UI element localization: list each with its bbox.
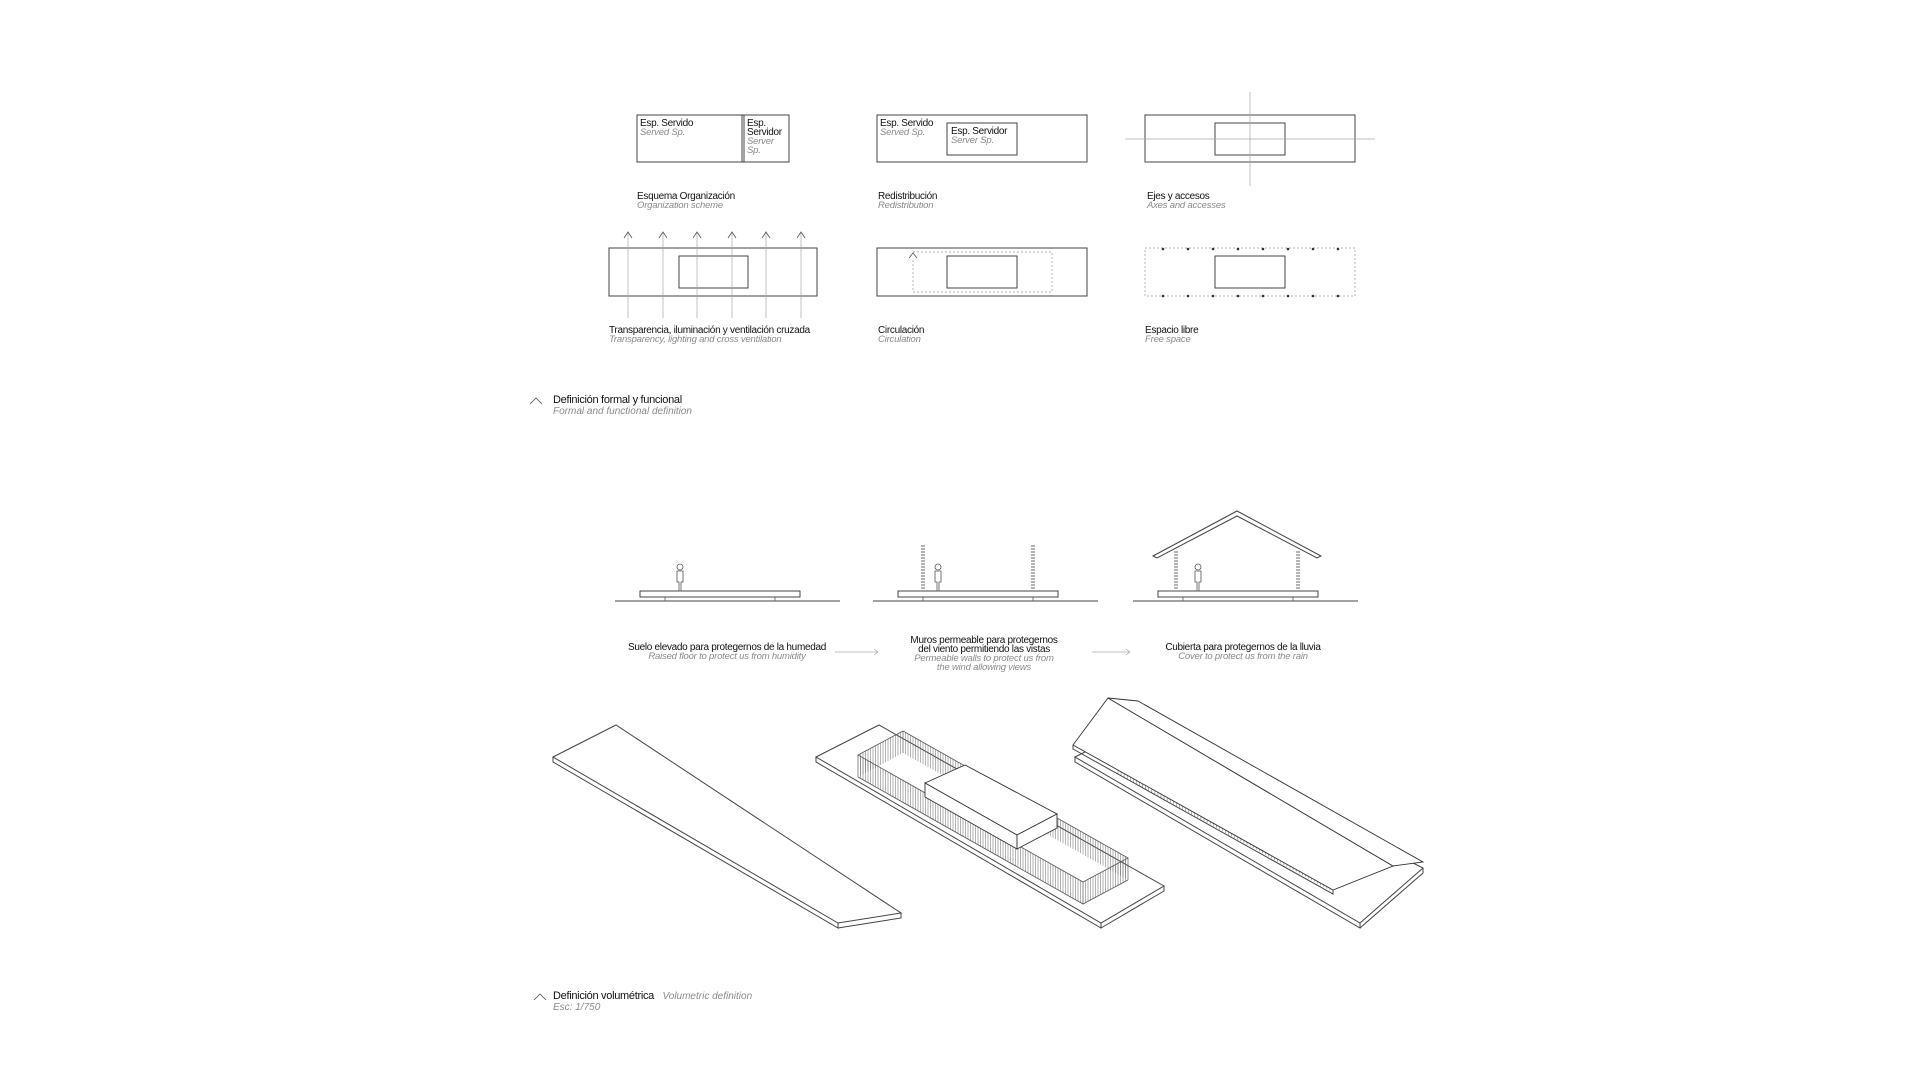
roof-caption-en: Cover to protect us from the rain	[1178, 651, 1308, 662]
column-dot	[1312, 248, 1315, 251]
step-captions	[628, 635, 1321, 673]
served-space-label: Esp. Servido	[880, 118, 934, 129]
raised-floor-caption: Suelo elevado para protegernos de la humedad	[627, 642, 827, 653]
section-title-group	[553, 986, 753, 1003]
caret-up-icon	[530, 398, 542, 404]
server-space-label-en: Server Sp.	[951, 135, 994, 146]
redistribution-title-en: Redistribution	[878, 200, 934, 211]
human-figure-icon	[677, 564, 683, 591]
section-title: Definición formal y funcional	[553, 394, 682, 406]
column-dot	[1287, 248, 1290, 251]
circulation-diagram	[877, 248, 1087, 345]
free-space-title: Espacio libre	[1145, 325, 1199, 336]
permeable-wall-right	[1031, 546, 1035, 588]
axonometric-floor-plate	[553, 725, 901, 928]
permeable-walls-caption-2: del viento permitiendo las vistas	[918, 644, 1050, 655]
served-space-label-en: Served Sp.	[640, 127, 685, 138]
axes-title-en: Axes and accesses	[1147, 200, 1226, 211]
arrow-right-icon	[1092, 649, 1130, 655]
column-dot	[1187, 248, 1190, 251]
organization-title: Esquema Organización	[637, 191, 735, 202]
column-dot	[1162, 295, 1165, 298]
column-dot	[1187, 295, 1190, 298]
column-dot	[1237, 248, 1240, 251]
column-dot	[1337, 248, 1340, 251]
circulation-title: Circulación	[878, 325, 925, 336]
human-figure-icon	[935, 564, 941, 591]
ventilation-arrows	[624, 232, 805, 318]
server-space-label-1: Esp.	[747, 118, 766, 129]
permeable-walls-caption-en-1: Permeable walls to protect us from	[914, 653, 1054, 664]
organization-scheme-diagram	[637, 115, 789, 211]
column-dot	[1262, 248, 1265, 251]
column-dot	[1212, 248, 1215, 251]
transparency-title-en: Transparency, lighting and cross ventilation	[609, 334, 782, 345]
raised-floor-caption-en: Raised floor to protect us from humidity	[648, 651, 806, 662]
organization-title-en: Organization scheme	[637, 200, 723, 211]
transparency-title: Transparencia, iluminación y ventilación cruzada	[609, 325, 810, 336]
served-space-label-en: Served Sp.	[880, 127, 925, 138]
column-dot	[1212, 295, 1215, 298]
circulation-title-en: Circulation	[878, 334, 921, 345]
permeable-walls-caption-1: Muros permeable para protegernos	[910, 635, 1058, 646]
axes-accesses-diagram	[1125, 92, 1375, 211]
column-grid-dots	[1162, 248, 1340, 298]
column-dot	[1312, 295, 1315, 298]
permeable-wall-left	[1174, 552, 1178, 588]
column-dot	[1162, 248, 1165, 251]
section-volumetric	[534, 986, 753, 1013]
caret-up-icon	[534, 994, 546, 1000]
section-title: Definición volumétrica	[553, 990, 654, 1002]
section-title-en: Formal and functional definition	[553, 406, 692, 417]
redistribution-diagram	[877, 115, 1087, 211]
column-dot	[1262, 295, 1265, 298]
axonometric-roof	[1073, 698, 1423, 928]
server-space-label-en-1: Server	[747, 136, 774, 147]
raised-floor-section	[615, 564, 840, 601]
roof-caption: Cubierta para protegernos de la lluvia	[1165, 642, 1321, 653]
roof-section	[1133, 511, 1358, 601]
served-space-label: Esp. Servido	[640, 118, 694, 129]
free-space-diagram	[1145, 248, 1355, 345]
permeable-walls-section	[873, 546, 1098, 601]
permeable-wall-left	[921, 546, 925, 588]
transparency-ventilation-diagram	[609, 232, 817, 345]
section-formal-functional	[530, 394, 692, 417]
column-dot	[1237, 295, 1240, 298]
arrow-right-icon	[835, 649, 878, 655]
server-space-label-2: Servidor	[747, 127, 782, 138]
server-space-label-en-2: Sp.	[747, 145, 761, 156]
column-dot	[1337, 295, 1340, 298]
column-dot	[1287, 295, 1290, 298]
permeable-walls-caption-en-2: the wind allowing views	[936, 662, 1032, 673]
free-space-title-en: Free space	[1145, 334, 1191, 345]
scale-label: Esc: 1/750	[553, 1002, 601, 1013]
human-figure-icon	[1195, 564, 1201, 591]
section-title-en: Volumetric definition	[662, 991, 753, 1002]
server-space-label: Esp. Servidor	[951, 126, 1008, 137]
axes-title: Ejes y accesos	[1147, 191, 1210, 202]
redistribution-title: Redistribución	[878, 191, 938, 202]
permeable-wall-right	[1296, 552, 1300, 588]
